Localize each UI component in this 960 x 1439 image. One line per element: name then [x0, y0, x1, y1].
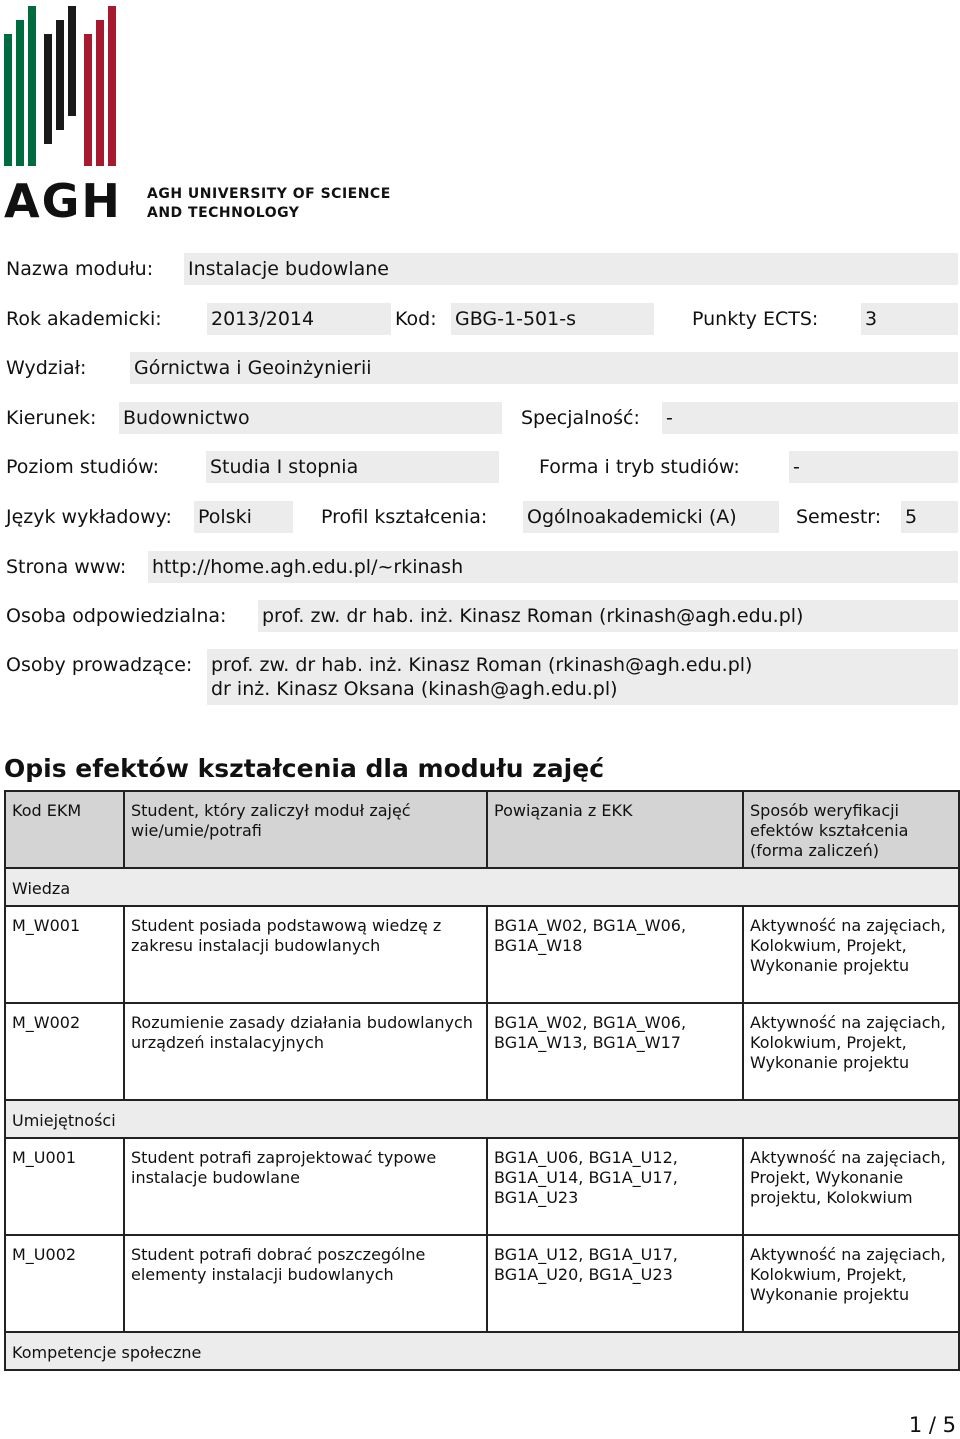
- profile-value: Ogólnoakademicki (A): [523, 501, 779, 533]
- table-row: [5, 1003, 959, 1100]
- module-name-label: Nazwa modułu:: [6, 258, 154, 280]
- university-name-line2: AND TECHNOLOGY: [147, 205, 300, 221]
- responsible-person-value: prof. zw. dr hab. inż. Kinasz Roman (rkinash@agh.edu.pl): [258, 600, 958, 632]
- learning-outcomes-title: Opis efektów kształcenia dla modułu zajęć: [4, 754, 605, 783]
- cell-links: BG1A_U06, BG1A_U12, BG1A_U14, BG1A_U17, BG1A_U23: [487, 1138, 743, 1235]
- field-value: Budownictwo: [119, 402, 502, 434]
- study-form-value: -: [789, 451, 958, 483]
- cell-verification: Aktywność na zajęciach, Kolokwium, Projekt, Wykonanie projektu: [743, 1003, 959, 1100]
- website-value: http://home.agh.edu.pl/~rkinash: [148, 551, 958, 583]
- academic-year-value: 2013/2014: [207, 303, 391, 335]
- cell-links: BG1A_U12, BG1A_U17, BG1A_U20, BG1A_U23: [487, 1235, 743, 1332]
- page-number: 1 / 5: [908, 1413, 956, 1437]
- study-level-value: Studia I stopnia: [206, 451, 499, 483]
- header-description: Student, który zaliczył moduł zajęć wie/umie/potrafi: [124, 791, 487, 868]
- table-row: [5, 1138, 959, 1235]
- cell-verification: Aktywność na zajęciach, Kolokwium, Projekt, Wykonanie projektu: [743, 906, 959, 1003]
- specialty-label: Specjalność:: [521, 407, 640, 429]
- cell-code: M_U002: [5, 1235, 124, 1332]
- cell-code: M_W001: [5, 906, 124, 1003]
- language-value: Polski: [194, 501, 293, 533]
- field-label: Kierunek:: [6, 407, 97, 429]
- code-value: GBG-1-501-s: [451, 303, 654, 335]
- cell-description: Rozumienie zasady działania budowlanych urządzeń instalacyjnych: [124, 1003, 487, 1100]
- ects-label: Punkty ECTS:: [692, 308, 819, 330]
- section-row-social: [5, 1332, 959, 1370]
- university-name-line1: AGH UNIVERSITY OF SCIENCE: [147, 186, 391, 202]
- section-row-knowledge: [5, 868, 959, 906]
- academic-year-label: Rok akademicki:: [6, 308, 162, 330]
- cell-code: M_U001: [5, 1138, 124, 1235]
- agh-logo-text: AGH: [4, 174, 122, 228]
- table-row: [5, 906, 959, 1003]
- faculty-label: Wydział:: [6, 357, 87, 379]
- website-label: Strona www:: [6, 556, 127, 578]
- cell-description: Student potrafi zaprojektować typowe instalacje budowlane: [124, 1138, 487, 1235]
- section-title: Kompetencje społeczne: [5, 1332, 959, 1370]
- teacher-1: prof. zw. dr hab. inż. Kinasz Roman (rkinash@agh.edu.pl): [211, 654, 753, 676]
- table-row: [5, 1235, 959, 1332]
- faculty-value: Górnictwa i Geoinżynierii: [130, 352, 958, 384]
- teacher-2: dr inż. Kinasz Oksana (kinash@agh.edu.pl): [211, 678, 618, 700]
- teachers-value: [207, 649, 958, 705]
- header-links: Powiązania z EKK: [487, 791, 743, 868]
- cell-description: Student posiada podstawową wiedzę z zakresu instalacji budowlanych: [124, 906, 487, 1003]
- semester-label: Semestr:: [796, 506, 882, 528]
- cell-code: M_W002: [5, 1003, 124, 1100]
- module-name-value: Instalacje budowlane: [184, 253, 958, 285]
- agh-logo-mark: [4, 4, 116, 166]
- study-form-label: Forma i tryb studiów:: [539, 456, 740, 478]
- study-level-label: Poziom studiów:: [6, 456, 160, 478]
- semester-value: 5: [901, 501, 958, 533]
- table-header-row: [5, 791, 959, 868]
- ects-value: 3: [861, 303, 958, 335]
- profile-label: Profil kształcenia:: [321, 506, 488, 528]
- cell-verification: Aktywność na zajęciach, Kolokwium, Projekt, Wykonanie projektu: [743, 1235, 959, 1332]
- section-title: Umiejętności: [5, 1100, 959, 1138]
- section-title: Wiedza: [5, 868, 959, 906]
- cell-links: BG1A_W02, BG1A_W06, BG1A_W13, BG1A_W17: [487, 1003, 743, 1100]
- code-label: Kod:: [395, 308, 437, 330]
- header-verification: Sposób weryfikacji efektów kształcenia (forma zaliczeń): [743, 791, 959, 868]
- header-code: Kod EKM: [5, 791, 124, 868]
- language-label: Język wykładowy:: [6, 506, 172, 528]
- cell-links: BG1A_W02, BG1A_W06, BG1A_W18: [487, 906, 743, 1003]
- cell-description: Student potrafi dobrać poszczególne elementy instalacji budowlanych: [124, 1235, 487, 1332]
- learning-outcomes-table: [4, 790, 960, 1371]
- responsible-person-label: Osoba odpowiedzialna:: [6, 605, 227, 627]
- teachers-label: Osoby prowadzące:: [6, 654, 193, 676]
- specialty-value: -: [662, 402, 958, 434]
- section-row-skills: [5, 1100, 959, 1138]
- cell-verification: Aktywność na zajęciach, Projekt, Wykonanie projektu, Kolokwium: [743, 1138, 959, 1235]
